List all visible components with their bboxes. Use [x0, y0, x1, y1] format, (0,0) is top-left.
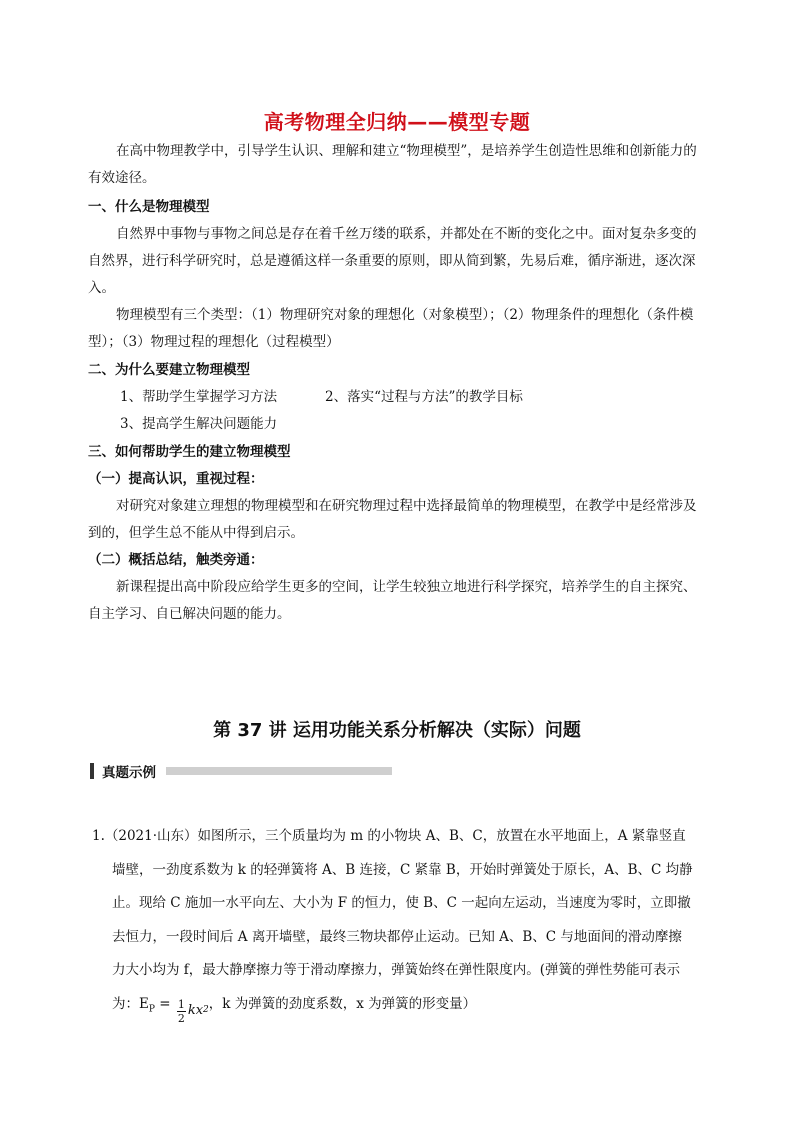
section-1-heading: 一、什么是物理模型 [88, 199, 210, 215]
elastic-energy-formula [175, 994, 209, 1028]
lecture-title: 第 37 讲 运用功能关系分析解决（实际）问题 [213, 720, 581, 741]
formula-subscript: P [148, 1004, 155, 1015]
formula-suffix: ，k 为弹簧的劲度系数，x 为弹簧的形变量） [208, 995, 477, 1012]
section-divider [166, 767, 392, 775]
section-3 [88, 439, 700, 628]
section-2-item-1: 1、帮助学生掌握学习方法 [120, 389, 278, 405]
page-title: 高考物理全归纳——模型专题 [263, 110, 531, 134]
formula-fraction [177, 998, 186, 1025]
section-2-heading: 二、为什么要建立物理模型 [88, 362, 250, 378]
section-3-sub-2: （二）概括总结，触类旁通： [88, 552, 264, 568]
problem-line-1: 1.（2021·山东）如图所示，三个质量均为 m 的小物块 A、B、C，放置在水平地面上，A 紧靠竖直 [92, 828, 686, 844]
intro-block [88, 138, 700, 192]
formula-equals: = [154, 995, 175, 1012]
problem-line-4: 去恒力，一段时间后 A 离开墙壁，最终三物块都停止运动。已知 A、B、C 与地面间的滑动摩擦 [112, 928, 682, 945]
section-2-row [88, 384, 700, 411]
section-label-bar [90, 760, 392, 782]
fraction-denominator: 2 [177, 1011, 185, 1025]
formula-kx: kx [187, 1003, 204, 1019]
problem-line-3: 止。现给 C 施加一水平向左、大小为 F 的恒力，使 B、C 一起向左运动，当速度为零时，立即撤 [112, 895, 691, 911]
problem-line-6 [92, 988, 707, 1028]
section-2-item-3: 3、提高学生解决问题能力 [120, 416, 278, 432]
section-3-sub-1: （一）提高认识，重视过程： [88, 471, 264, 487]
intro-paragraph: 在高中物理教学中，引导学生认识、理解和建立“物理模型”，是培养学生创造性思维和创新能力的有效途径。 [88, 143, 697, 186]
fraction-numerator: 1 [177, 997, 185, 1011]
section-1 [88, 194, 700, 356]
problem-line-2: 墙壁，一劲度系数为 k 的轻弹簧将 A、B 连接，C 紧靠 B，开始时弹簧处于原长，A、B、C 均静 [112, 861, 693, 878]
section-1-paragraph-1: 自然界中事物与事物之间总是存在着千丝万缕的联系，并都处在不断的变化之中。面对复杂多变的自然界，进行科学研究时，总是遵循这样一条重要的原则，即从简到繁，先易后难，循序渐进，逐次深入。 [88, 226, 697, 296]
problem-1 [92, 820, 707, 1028]
section-1-paragraph-2: 物理模型有三个类型：（1）物理研究对象的理想化（对象模型）；（2）物理条件的理想化（条件模型）；（3）物理过程的理想化（过程模型） [88, 307, 694, 350]
section-2 [88, 357, 700, 438]
section-marker [90, 763, 94, 779]
section-3-heading: 三、如何帮助学生的建立物理模型 [88, 444, 291, 460]
problem-line-5: 力大小均为 f，最大静摩擦力等于滑动摩擦力，弹簧始终在弹性限度内。(弹簧的弹性势能可表示 [112, 962, 681, 978]
section-2-item-2: 2、落实“过程与方法”的教学目标 [325, 389, 523, 405]
section-label: 真题示例 [102, 765, 156, 781]
section-3-sub-2-paragraph: 新课程提出高中阶段应给学生更多的空间，让学生较独立地进行科学探究，培养学生的自主探究、自主学习、自已解决问题的能力。 [88, 579, 697, 622]
section-3-sub-1-paragraph: 对研究对象建立理想的物理模型和在研究物理过程中选择最简单的物理模型，在教学中是经常涉及到的，但学生总不能从中得到启示。 [88, 498, 697, 541]
formula-exponent: 2 [203, 1005, 209, 1016]
formula-prefix: 为：E [112, 995, 149, 1012]
